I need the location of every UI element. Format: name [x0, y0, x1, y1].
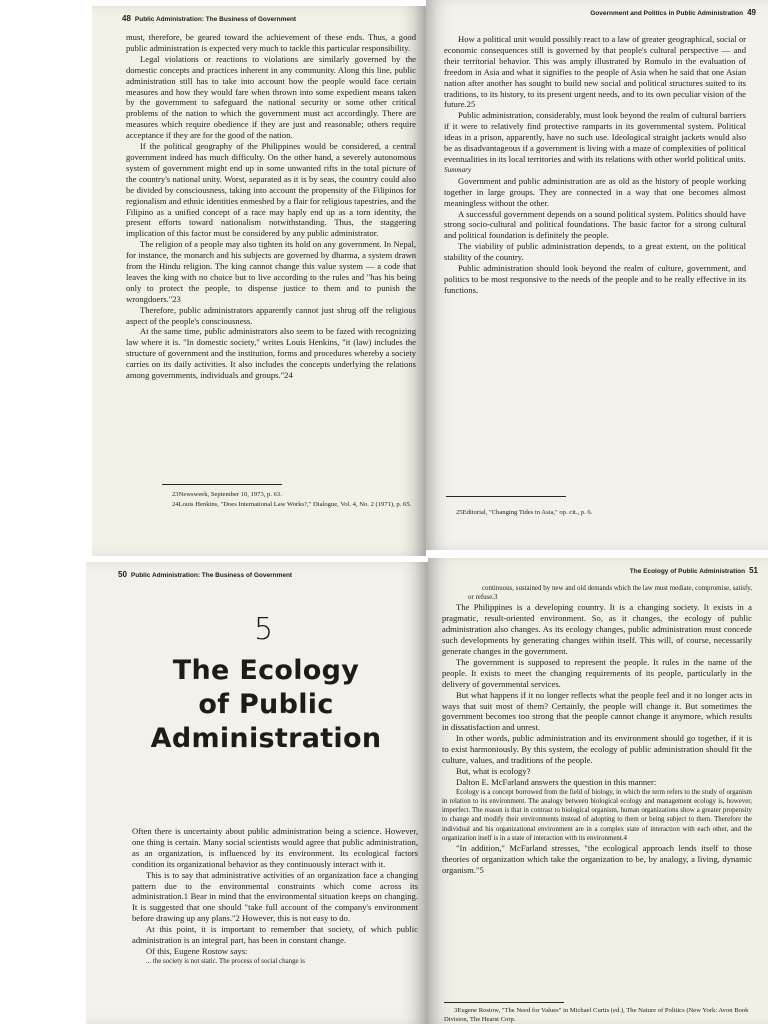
block-quote-continued: continuous, sustained by new and old demands which the law must mediate, compromise, satisfy, or refuse.3: [468, 585, 752, 602]
paragraph: A successful government depends on a sound political system. Politics should have strong socio-cultural and political foundations. The basic factor for a strong cultural and political foundation is definitely the people.: [444, 208, 746, 241]
page-48: [92, 6, 426, 556]
paragraph: The religion of a people may also tighten its hold on any government. In Nepal, for instance, the monarch and his subjects are governed by dharma, a system drawn from the Hindu religion. The king cannot change this value system — a code that leaves the king with no choice but to live according to the rules and "has his being only to protect the people, to dispense justice to them and to punish the wrongdoers."23: [126, 239, 416, 304]
footnote: 24Louis Henkins, "Does International Law Works?," Dialogue, Vol. 4, No. 2 (1971), p. 65.: [172, 501, 412, 508]
footnote: 3Eugene Rostow, "The Need for Values" in Michael Curtis (ed.), The Nature of Politics (New York: Avon Book Division, The Hearst Corp.: [444, 1007, 749, 1023]
running-head-text: The Ecology of Public Administration: [629, 568, 746, 575]
chapter-title-line: of Public: [198, 689, 334, 720]
chapter-title: [126, 654, 406, 756]
footnote: 25Editorial, "Changing Tides in Asia," op. cit., p. 6.: [456, 509, 593, 516]
paragraph: At this point, it is important to remember that society, of which public administration is an integral part, has been in constant change.: [132, 924, 418, 946]
paragraph: "In addition," McFarland stresses, "the ecological approach lends itself to those theories of organization which take the organization to be, by analogy, a living, dynamic organism."5: [442, 843, 752, 875]
paragraph: Therefore, public administrators apparently cannot just shrug off the religious aspect of the people's consciousness.: [126, 304, 416, 326]
page-51-footnotes: [444, 1006, 754, 1024]
running-head-49: [590, 8, 756, 17]
page-number: 51: [749, 566, 758, 575]
bottom-spread: [0, 512, 768, 1024]
running-head-text: Government and Politics in Public Administration: [590, 10, 744, 17]
paragraph: How a political unit would possibly react to a law of greater geographical, social or economic consequences still is governed by that people's cultural perspective — and their territorial behavior. This was amply illustrated by Romulo in the evaluation of freedom in Asia and what it signifies to the people of Asia when he said that one Asian nation after another has sought to build new social and political structures suited to its traditions, to its history, to its present urgent needs, and to its own peculiar vision of the future.25: [444, 34, 746, 110]
chapter-title-line: The Ecology: [172, 655, 360, 686]
page-48-body: [126, 32, 416, 381]
footnote-rule: [162, 484, 282, 485]
paragraph: must, therefore, be geared toward the achievement of these ends. Thus, a good public administration is expected very much to tackle this particular responsibility.: [126, 32, 416, 53]
running-head-48: [122, 14, 296, 23]
paragraph: This is to say that administrative activities of an organization face a changing pattern due to the environmental constraints which come across its administration.1 Bear in mind that the environmental situation keeps on changing. It is suggested that one should "take full account of the company's environment before drawing up any plans."2 However, this is not easy to do.: [132, 869, 418, 924]
page-number: 50: [118, 570, 127, 579]
chapter-title-line: Administration: [150, 723, 382, 754]
footnote-rule: [444, 1002, 564, 1003]
paragraph: Public administration, considerably, must look beyond the realm of cultural barriers if it were to relatively find protective ramparts in its governmental system. Political ideas in a prison, apparently, have no such use. Ideological straight jackets would also be as disadvantageous if a government is living with a maze of complexities of political eventualities in its local territories and with its relations with other world political units.: [444, 110, 746, 164]
paragraph: Legal violations or reactions to violations are similarly governed by the domestic concepts and practices inherent in any community. Along this line, public administration still has to take into account how the people would face certain measures and how they would fare when thrown into some expedient means taken by the government to safeguard the national security or some other critical problems of the nation to which the government must act accordingly. There are measures which require obedience if they are just and reasonable; others require acceptance if they are for the good of the nation.: [126, 53, 416, 141]
running-head-51: [630, 566, 758, 575]
block-quote: Ecology is a concept borrowed from the field of biology, in which the term refers to the study of organism in relation to its environment. The analogy between biological ecology and management ecology is, however, imperfect. The reason is that in contrast to biological organism, human organizations show a greater propensity to change and modify their environments instead of adopting to them or being subject to them. Therefore the individual and his organizational environment are in a complex state of interaction with each other, and the organization itself is in a state of interaction with its environment.4: [442, 788, 752, 842]
chapter-number: 5: [254, 612, 274, 647]
paragraph: But what happens if it no longer reflects what the people feel and it no longer acts in ways that suit most of them? Certainly, the people will change it. But sometimes the government becomes too strong that the people cannot change it anymore, which results in dissatisfaction and unrest.: [442, 689, 752, 733]
paragraph: If the political geography of the Philippines would be considered, a central government indeed has much difficulty. On the other hand, a severely autonomous system of government might end up in some unwanted rifts in the total picture of the country's national unity. Worst, separated as it is by seas, the country could also be divided by consciousness, taking into account the propensity of the Filipinos for regionalism and ethnic identities enmeshed by a flair for religious tapestries, and the Filipino as a unified concept of a race may haply end up as a torn identity, the present efforts toward nationalism notwithstanding. Thus, the staggering implication of this factor must be considered by any public administrator.: [126, 141, 416, 239]
page-50: [86, 562, 428, 1024]
paragraph: But, what is ecology?: [456, 766, 531, 776]
page-49-body: [444, 34, 746, 296]
paragraph: Public administration should look beyond the realm of culture, government, and politics to be most responsive to the needs of the people and to be really effective in its functions.: [444, 263, 746, 295]
paragraph: The government is supposed to represent the people. It rules in the name of the people. It exists to meet the changing requirements of its people, particularly in the delivery of governmental services.: [442, 656, 752, 689]
paragraph: The viability of public administration depends, to a great extent, on the political stability of the country.: [444, 241, 746, 263]
paragraph: In other words, public administration and its environment should go together, if it is to exist harmoniously. By this system, the ecology of public administration should fit the culture, values, and traditions of the people.: [442, 733, 752, 766]
section-heading: Summary: [444, 165, 472, 174]
paragraph: Often there is uncertainty about public administration being a science. However, one thing is certain. Many social scientists would agree that public administration, as an organization, is influenced by its environment. Its ecological factors condition its organizational behavior as they continuously interact with it.: [132, 826, 418, 869]
page-51-body: [442, 584, 752, 876]
running-head-text: Public Administration: The Business of Government: [134, 16, 297, 23]
page-number: 49: [747, 8, 756, 17]
paragraph: Government and public administration are as old as the history of people working together in large groups. They are connected in a way that one becomes almost meaningless without the other.: [444, 175, 746, 208]
lead-in: Dalton E. McFarland answers the question in this manner:: [456, 776, 657, 787]
paragraph: At the same time, public administrators also seem to be fazed with recognizing law where it is. "In domestic society," writes Louis Henkins, "it (law) includes the structure of government and the institution, forms and procedures whereby a society carries on its daily activities. It also includes the concepts underlying the relations among governments, individuals and groups."24: [126, 326, 416, 381]
page-50-body: [132, 826, 418, 966]
footnote: 23Newsweek, September 10, 1973, p. 63.: [172, 491, 282, 498]
paragraph: Of this, Eugene Rostow says:: [146, 945, 248, 956]
page-number: 48: [122, 14, 131, 23]
running-head-50: [118, 570, 292, 579]
footnote-rule: [446, 496, 566, 497]
page-51: [428, 558, 768, 1024]
paragraph: The Philippines is a developing country. It is a changing society. It exists in a pragmatic, result-oriented environment. So, as it changes, the ecology of public administration also changes. As its ecology changes, public administration must concede such developments by generating changes within itself. This will, of course, necessarily generate changes in the government.: [442, 602, 752, 657]
block-quote: ... the society is not static. The process of social change is: [146, 957, 305, 965]
running-head-text: Public Administration: The Business of Government: [130, 572, 293, 579]
page-49: [426, 0, 768, 550]
page-48-footnotes: [162, 490, 420, 510]
